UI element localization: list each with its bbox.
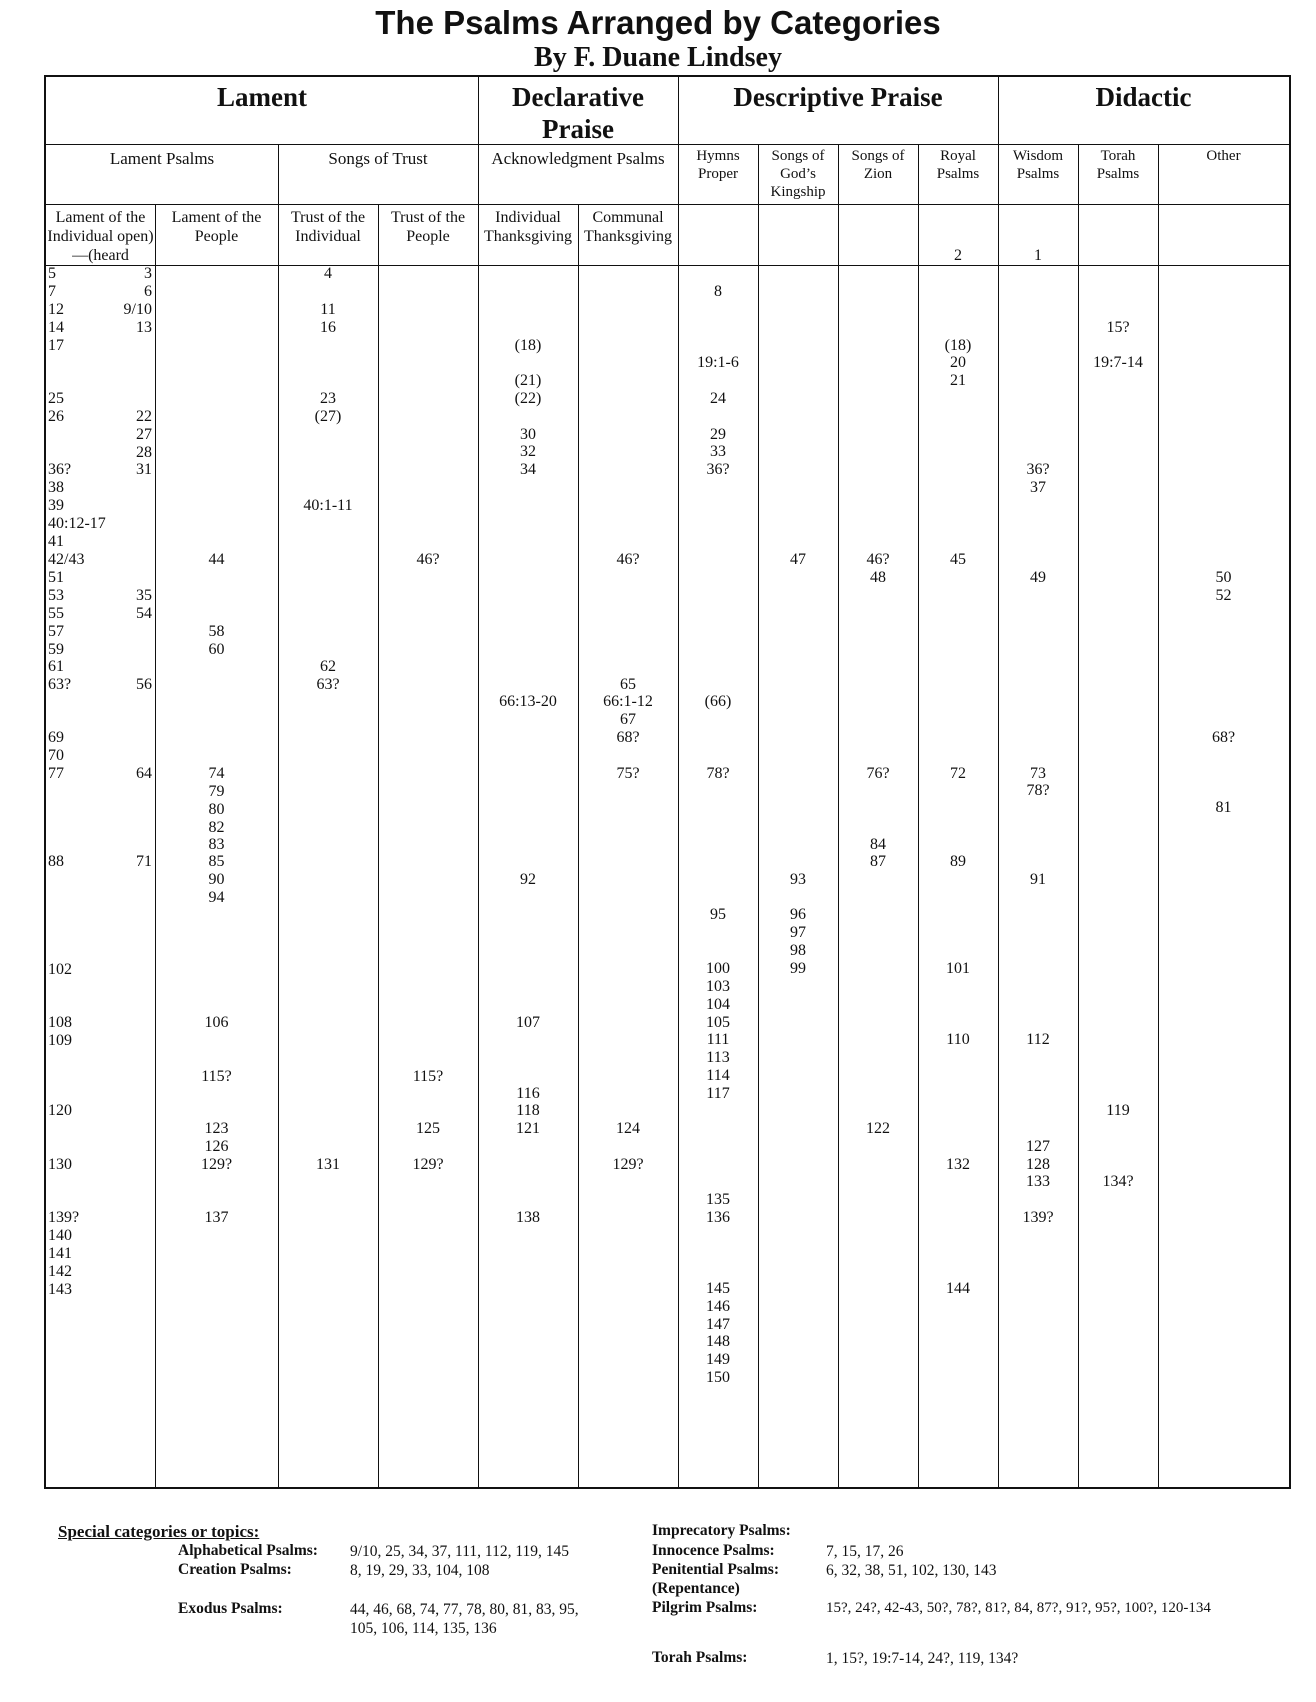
col-divider [758,144,759,1487]
psalm-number-wisdom: 128 [1026,1156,1050,1173]
psalm-number-lament-people: 44 [208,551,225,568]
note-exodus-label: Exodus Psalms: [178,1600,283,1617]
group-declarative-line1: Declarative [512,82,644,112]
psalm-number-other: 52 [1215,587,1232,604]
psalm-number-wisdom: 49 [1030,569,1046,586]
psalm-number-torah: 119 [1106,1102,1130,1119]
psalm-number-li-open: 63? [48,676,72,693]
psalm-number-communal-thanks: 68? [616,729,640,746]
psalm-number-individual-thanks: 121 [516,1120,540,1137]
psalm-number-royal: 101 [946,960,970,977]
psalm-number-wisdom: 112 [1026,1031,1050,1048]
psalm-number-other: 68? [1211,729,1236,746]
psalm-number-royal: 20 [950,354,966,371]
note-imprecatory-label: Imprecatory Psalms: [652,1522,791,1539]
notes-heading: Special categories or topics: [58,1522,260,1541]
psalm-number-zion: 76? [866,765,890,782]
psalm-number-communal-thanks: 124 [616,1120,640,1137]
col-divider [278,144,279,1487]
note-penitential-label2: (Repentance) [652,1580,740,1597]
psalm-number-hymns-proper: 103 [706,978,730,995]
psalm-number-li-heard: 64 [136,765,152,782]
psalm-number-lament-people: 83 [208,836,225,853]
psalm-number-li-open: 108 [48,1014,72,1031]
col-divider [378,204,379,1487]
row-divider-header [46,265,1289,266]
psalm-number-individual-thanks: (21) [514,372,542,389]
group-declarative-praise [478,77,678,145]
header-individual-thanks: Individual Thanksgiving [484,209,572,245]
page-subtitle: By F. Duane Lindsey [534,42,782,73]
psalm-number-trust-individual: 11 [320,301,336,318]
subgroup-other: Other [1206,148,1241,164]
psalm-number-li-open: 69 [48,729,64,746]
psalm-number-wisdom: 127 [1026,1138,1050,1155]
psalm-number-trust-individual: 40:1-11 [303,497,353,514]
psalm-number-hymns-proper: 24 [710,390,726,407]
psalm-number-royal: 110 [946,1031,970,1048]
psalm-number-trust-people: 125 [416,1120,440,1137]
psalm-number-li-open: 25 [48,390,64,407]
psalm-number-torah: 19:7-14 [1093,354,1143,371]
psalm-number-li-open: 42/43 [48,551,85,568]
psalm-number-li-open: 120 [48,1102,72,1119]
psalm-number-li-open: 57 [48,623,64,640]
psalm-number-li-open: 53 [48,587,64,604]
psalm-number-wisdom: 133 [1026,1173,1050,1190]
group-descriptive-praise: Descriptive Praise [733,82,943,112]
psalm-number-hymns-proper: 104 [706,996,730,1013]
psalm-number-wisdom: 73 [1030,765,1046,782]
psalm-number-li-open: 7 [48,283,56,300]
psalm-number-other: 50 [1215,569,1232,586]
psalm-number-individual-thanks: 116 [516,1085,540,1102]
psalm-number-individual-thanks: 138 [516,1209,540,1226]
psalm-number-hymns-proper: 148 [706,1333,730,1350]
psalm-number-li-heard: 71 [136,853,152,870]
psalm-number-li-open: 36? [48,461,72,478]
psalm-number-lament-people: 85 [208,853,225,870]
note-torah-value: 1, 15?, 19:7-14, 24?, 119, 134? [826,1650,1019,1667]
psalm-number-lament-people: 60 [208,641,225,658]
psalm-number-hymns-proper: 135 [706,1191,730,1208]
psalm-number-royal: 45 [950,551,966,568]
psalm-number-individual-thanks: 32 [520,443,536,460]
psalm-number-li-open: 140 [48,1227,72,1244]
psalm-number-hymns-proper: 100 [706,960,730,977]
psalm-number-li-open: 17 [48,337,64,354]
psalm-number-trust-individual: 4 [324,265,332,282]
psalm-number-li-heard: 35 [136,587,152,604]
psalm-number-li-heard: 9/10 [123,301,152,318]
psalm-number-hymns-proper: 147 [706,1316,730,1333]
psalm-number-gods-kingship: 96 [790,906,806,923]
psalm-number-li-open: 109 [48,1032,72,1049]
psalm-number-li-open: 26 [48,408,64,425]
psalm-number-lament-people: 137 [204,1209,229,1226]
note-penitential-value: 6, 32, 38, 51, 102, 130, 143 [826,1562,997,1579]
subgroup-acknowledgment: Acknowledgment Psalms [491,149,665,168]
psalm-number-li-open: 41 [48,533,64,550]
group-didactic: Didactic [1095,82,1192,112]
psalm-number-zion: 87 [870,853,886,870]
psalm-number-lament-people: 80 [208,801,225,818]
psalm-number-zion: 48 [870,569,886,586]
psalm-number-hymns-proper: 8 [714,283,722,300]
psalm-number-hymns-proper: 95 [710,906,726,923]
psalm-number-wisdom: 1 [1034,247,1042,264]
psalm-number-hymns-proper: 19:1-6 [697,354,739,371]
psalm-number-lament-people: 123 [204,1120,229,1137]
psalm-number-hymns-proper: (66) [704,693,732,710]
psalm-number-torah: 15? [1106,319,1130,336]
psalm-number-li-open: 55 [48,605,64,622]
psalm-number-li-heard: 22 [136,408,152,425]
psalm-number-communal-thanks: 67 [620,711,636,728]
subgroup-zion: Songs of Zion [851,148,905,182]
psalm-number-royal: 21 [950,372,966,389]
psalm-number-li-open: 40:12-17 [48,515,106,532]
psalm-number-wisdom: 37 [1030,479,1046,496]
header-lament-people: Lament of the People [171,209,262,245]
subgroup-lament-psalms: Lament Psalms [109,149,215,168]
psalm-number-li-open: 102 [48,961,72,978]
psalm-number-gods-kingship: 97 [790,924,806,941]
psalm-number-li-open: 139? [48,1209,80,1226]
psalm-number-lament-people: 94 [208,889,225,906]
group-lament: Lament [217,82,307,112]
psalm-number-hymns-proper: 33 [710,443,726,460]
psalm-number-lament-people: 115? [201,1068,232,1085]
col-divider [1078,144,1079,1487]
psalm-number-wisdom: 91 [1030,871,1046,888]
psalm-number-li-heard: 56 [136,676,152,693]
psalm-number-trust-individual: 62 [320,658,336,675]
psalm-number-communal-thanks: 65 [620,676,636,693]
psalm-number-li-open: 88 [48,853,64,870]
psalm-number-trust-individual: 23 [320,390,336,407]
psalm-number-zion: 84 [870,836,886,853]
psalm-number-gods-kingship: 99 [790,960,806,977]
psalms-table [44,75,1291,1489]
subgroup-royal: Royal Psalms [936,148,980,182]
col-divider [578,204,579,1487]
psalm-number-li-open: 143 [48,1281,72,1298]
psalm-number-li-open: 12 [48,301,64,318]
psalm-number-individual-thanks: 107 [516,1014,540,1031]
note-alphabetical-value: 9/10, 25, 34, 37, 111, 112, 119, 145 [350,1543,570,1560]
header-trust-individual: Trust of the Individual [290,209,366,245]
psalm-number-li-open: 141 [48,1245,72,1262]
psalm-number-trust-people: 129? [412,1156,444,1173]
psalm-number-trust-individual: 63? [316,676,340,693]
group-declarative-line2: Praise [542,114,614,144]
note-creation-label: Creation Psalms: [178,1561,292,1578]
psalm-number-li-open: 142 [48,1263,72,1280]
header-communal-thanks: Communal Thanksgiving [584,209,672,245]
psalm-number-wisdom: 139? [1022,1209,1054,1226]
psalm-number-lament-people: 74 [208,765,225,782]
psalm-number-li-open: 39 [48,497,64,514]
psalm-number-lament-people: 79 [208,783,225,800]
psalm-number-hymns-proper: 78? [706,765,730,782]
psalm-number-zion: 122 [866,1120,890,1137]
psalm-number-royal: 144 [946,1280,970,1297]
psalm-number-hymns-proper: 117 [706,1085,730,1102]
page-title: The Psalms Arranged by Categories [375,4,941,41]
note-creation-value: 8, 19, 29, 33, 104, 108 [350,1562,490,1579]
psalm-number-li-heard: 13 [136,319,152,336]
psalm-number-li-heard: 3 [144,265,152,282]
psalm-number-individual-thanks: (22) [514,390,542,407]
psalm-number-trust-people: 46? [416,551,440,568]
psalm-number-lament-people: 90 [208,871,225,888]
note-innocence-label: Innocence Psalms: [652,1542,775,1559]
col-divider [478,77,479,1487]
psalm-number-li-heard: 6 [144,283,152,300]
psalm-number-lament-people: 58 [208,623,225,640]
col-divider [838,144,839,1487]
psalm-number-royal: 89 [950,853,966,870]
subgroup-hymns-proper: Hymns Proper [696,148,740,182]
note-pilgrim-value: 15?, 24?, 42-43, 50?, 78?, 81?, 84, 87?, 91?, 95?, 100?, 120-134 [826,1600,1211,1616]
psalm-number-gods-kingship: 93 [790,871,806,888]
subgroup-torah: Torah Psalms [1096,148,1140,182]
psalm-number-individual-thanks: 92 [520,871,536,888]
psalm-number-communal-thanks: 129? [612,1156,644,1173]
psalm-number-li-open: 59 [48,641,64,658]
note-exodus-value-line1: 44, 46, 68, 74, 77, 78, 80, 81, 83, 95, [350,1601,579,1618]
psalm-number-individual-thanks: 66:13-20 [499,693,557,710]
psalm-number-lament-people: 126 [204,1138,229,1155]
psalm-number-li-open: 38 [48,479,64,496]
psalm-number-lament-people: 82 [208,819,225,836]
note-torah-label: Torah Psalms: [652,1649,748,1666]
psalm-number-individual-thanks: 34 [520,461,536,478]
psalm-number-trust-people: 115? [412,1068,444,1085]
psalm-number-hymns-proper: 150 [706,1369,730,1386]
header-trust-people: Trust of the People [390,209,466,245]
psalm-number-trust-individual: (27) [314,408,342,425]
psalm-number-trust-individual: 131 [316,1156,340,1173]
psalm-number-lament-people: 106 [204,1014,229,1031]
psalm-number-li-heard: 54 [136,605,152,622]
note-penitential-label: Penitential Psalms: [652,1561,779,1578]
psalm-number-wisdom: 78? [1026,782,1050,799]
psalm-number-li-open: 61 [48,658,64,675]
psalm-number-royal: 72 [950,765,966,782]
psalm-number-li-open: 14 [48,319,64,336]
psalm-number-other: 81 [1215,799,1232,816]
psalm-number-li-open: 51 [48,569,64,586]
psalm-number-li-heard: 31 [136,461,152,478]
psalm-number-zion: 46? [866,551,890,568]
note-exodus-value-line2: 105, 106, 114, 135, 136 [350,1620,497,1637]
psalm-number-wisdom: 36? [1026,461,1050,478]
special-categories [0,1522,1316,1692]
psalm-number-li-open: 77 [48,765,64,782]
psalm-number-hymns-proper: 111 [706,1031,730,1048]
psalm-number-hymns-proper: 113 [706,1049,730,1066]
psalm-number-hymns-proper: 36? [706,461,730,478]
psalm-number-communal-thanks: 66:1-12 [603,693,653,710]
psalm-number-torah: 134? [1102,1173,1134,1190]
psalm-number-royal: 2 [954,247,962,264]
psalm-number-trust-individual: 16 [320,319,336,336]
note-innocence-value: 7, 15, 17, 26 [826,1543,904,1560]
psalm-number-hymns-proper: 29 [710,426,726,443]
header-lament-individual: Lament of the Individual open)—(heard [47,209,154,264]
psalm-number-li-open: 130 [48,1156,72,1173]
psalm-number-gods-kingship: 98 [790,942,806,959]
subgroup-wisdom: Wisdom Psalms [1012,148,1064,182]
psalm-number-royal: 132 [946,1156,970,1173]
psalm-number-individual-thanks: 30 [520,426,536,443]
psalm-number-royal: (18) [944,337,972,354]
note-pilgrim-label: Pilgrim Psalms: [652,1599,758,1616]
psalm-number-individual-thanks: 118 [516,1102,540,1119]
psalm-number-li-open: 70 [48,747,64,764]
psalm-number-hymns-proper: 136 [706,1209,730,1226]
psalm-number-hymns-proper: 105 [706,1014,730,1031]
psalm-number-communal-thanks: 46? [616,551,640,568]
psalm-number-hymns-proper: 149 [706,1351,730,1368]
psalm-number-li-heard: 28 [136,444,152,461]
psalm-number-lament-people: 129? [200,1156,233,1173]
subgroup-gods-kingship: Songs of God’s Kingship [770,148,826,200]
subgroup-songs-of-trust: Songs of Trust [328,149,428,168]
psalm-number-li-open: 5 [48,265,56,282]
psalm-number-gods-kingship: 47 [790,551,806,568]
psalm-number-hymns-proper: 145 [706,1280,730,1297]
psalm-number-hymns-proper: 146 [706,1298,730,1315]
psalm-number-li-heard: 27 [136,426,152,443]
note-alphabetical-label: Alphabetical Psalms: [178,1542,318,1559]
psalm-number-hymns-proper: 114 [706,1067,730,1084]
psalm-number-communal-thanks: 75? [616,765,640,782]
psalm-number-individual-thanks: (18) [514,337,542,354]
